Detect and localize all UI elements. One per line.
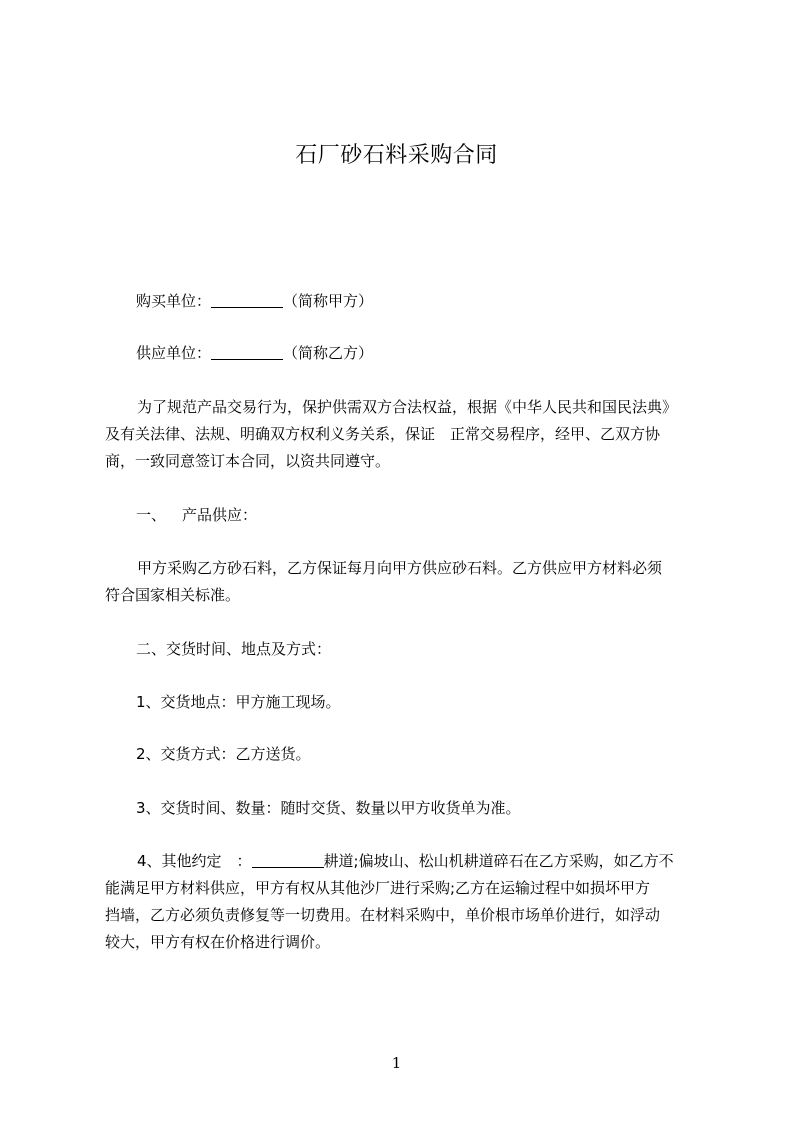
buyer-blank [211, 291, 283, 308]
section-1-title: 产品供应： [182, 506, 258, 524]
clause-1: 1、交货地点：甲方施工现场。 [136, 693, 341, 711]
clause-2: 2、交货方式：乙方送货。 [136, 745, 311, 763]
clause-4-line-1 [105, 848, 745, 875]
clause-4 [105, 848, 745, 956]
clause-4-line-4: 较大，甲方有权在价格进行调价。 [105, 933, 331, 951]
preamble-line-2: 及有关法律、法规、明确双方权利义务关系，保证 正常交易程序，经甲、乙双方协 [105, 425, 661, 443]
section-2-heading: 二、交货时间、地点及方式： [136, 640, 332, 658]
section-1-line-2: 符合国家相关标准。 [105, 586, 241, 604]
preamble-paragraph [105, 394, 745, 475]
supplier-blank [211, 343, 283, 360]
clause-4-line-2: 能满足甲方材料供应，甲方有权从其他沙厂进行采购;乙方在运输过程中如损坏甲方 [105, 879, 651, 897]
page-number: 1 [391, 1054, 402, 1072]
supplier-label: 供应单位： [136, 344, 212, 362]
buyer-suffix: （简称甲方） [283, 292, 374, 310]
clause-4-prefix: 4、其他约定 ： [137, 852, 252, 870]
supplier-line [136, 340, 716, 367]
clause-3: 3、交货时间、数量：随时交货、数量以甲方收货单为准。 [136, 799, 521, 817]
section-1-number: 一、 [136, 506, 167, 524]
buyer-line [136, 288, 716, 315]
supplier-suffix: （简称乙方） [283, 344, 374, 362]
clause-4-line-3: 挡墙，乙方必须负责修复等一切费用。在材料采购中，单价根市场单价进行，如浮动 [105, 906, 661, 924]
section-1-heading [136, 502, 716, 529]
page-title: 石厂砂石料采购合同 [295, 143, 498, 168]
section-1-line-1: 甲方采购乙方砂石料，乙方保证每月向甲方供应砂石料。乙方供应甲方材料必须 [137, 559, 663, 577]
clause-4-line-1-text: 耕道;偏坡山、松山机耕道碎石在乙方采购，如乙方不 [323, 852, 674, 870]
preamble-line-3: 商，一致同意签订本合同，以资共同遵守。 [105, 452, 391, 470]
section-1-body [105, 555, 745, 609]
clause-4-blank [252, 851, 324, 868]
buyer-label: 购买单位： [136, 292, 212, 310]
preamble-line-1: 为了规范产品交易行为，保护供需双方合法权益，根据《中华人民共和国民法典》 [137, 398, 678, 416]
